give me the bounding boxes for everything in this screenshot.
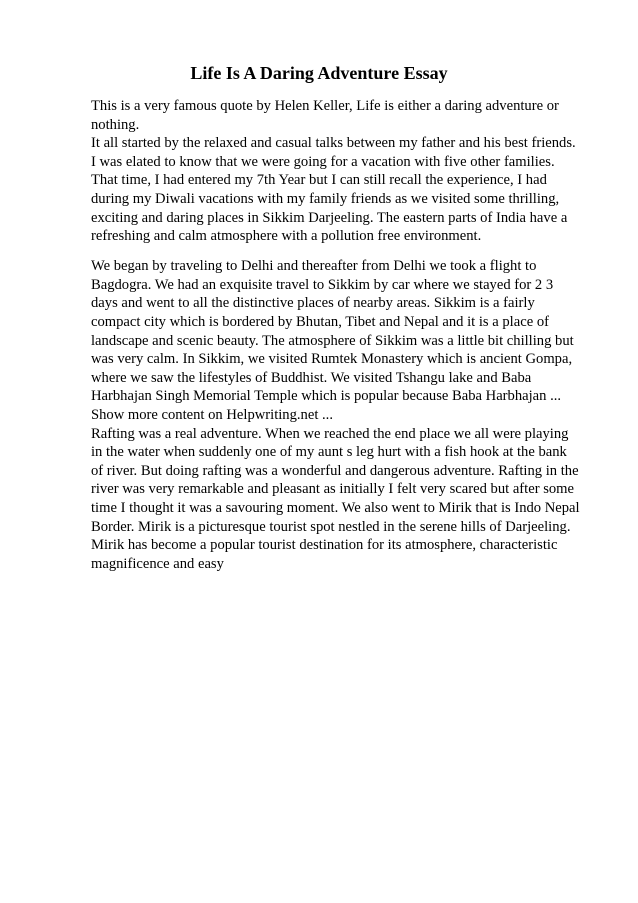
text-line: Mirik has become a popular tourist destination for its atmosphere, characteristic	[91, 537, 558, 554]
paragraph-spacer	[91, 246, 561, 258]
text-line: magnificence and easy	[91, 555, 224, 572]
text-line: I was elated to know that we were going for a vacation with five other families.	[91, 153, 555, 170]
text-line: Border. Mirik is a picturesque tourist spot nestled in the serene hills of Darjeeling.	[91, 518, 571, 535]
text-line: exciting and daring places in Sikkim Darjeeling. The eastern parts of India have a	[91, 209, 568, 226]
text-line: Rafting was a real adventure. When we reached the end place we all were playing	[91, 425, 569, 442]
text-line: time I thought it was a savouring moment. We also went to Mirik that is Indo Nepal	[91, 499, 580, 516]
text-line: of river. But doing rafting was a wonderful and dangerous adventure. Rafting in the	[91, 462, 579, 479]
essay-body	[91, 97, 580, 573]
text-line: This is a very famous quote by Helen Keller, Life is either a daring adventure or	[91, 98, 559, 114]
document-title: Life Is A Daring Adventure Essay	[190, 63, 448, 83]
paragraph	[91, 97, 576, 246]
text-line: in the water when suddenly one of my aunt s leg hurt with a fish hook at the bank	[91, 444, 567, 461]
paragraph	[91, 257, 580, 573]
text-line: days and went to all the distinctive places of nearby areas. Sikkim is a fairly	[91, 295, 535, 312]
text-line: during my Diwali vacations with my family friends as we visited some thrilling,	[91, 190, 560, 207]
text-line: Harbhajan Singh Memorial Temple which is popular because Baba Harbhajan ...	[91, 388, 562, 405]
text-line: Bagdogra. We had an exquisite travel to Sikkim by car where we stayed for 2 3	[91, 276, 554, 293]
text-line: river was very remarkable and pleasant as initially I felt very scared but after some	[91, 481, 575, 498]
show-more-line: Show more content on Helpwriting.net ...	[91, 407, 333, 423]
text-line: It all started by the relaxed and casual talks between my father and his best friends.	[91, 135, 576, 152]
text-line: We began by traveling to Delhi and thereafter from Delhi we took a flight to	[91, 258, 537, 275]
text-line: compact city which is bordered by Bhutan, Tibet and Nepal and it is a place of	[91, 314, 549, 331]
text-line: nothing.	[91, 116, 140, 133]
text-line: That time, I had entered my 7th Year but I can still recall the experience, I had	[91, 172, 547, 189]
text-line: where we saw the lifestyles of Buddhist. We visited Tshangu lake and Baba	[91, 369, 532, 386]
text-line: refreshing and calm atmosphere with a pollution free environment.	[91, 228, 482, 245]
text-line: was very calm. In Sikkim, we visited Rumtek Monastery which is ancient Gompa,	[91, 351, 573, 368]
text-line: landscape and scenic beauty. The atmosphere of Sikkim was a little bit chilling but	[91, 332, 574, 349]
